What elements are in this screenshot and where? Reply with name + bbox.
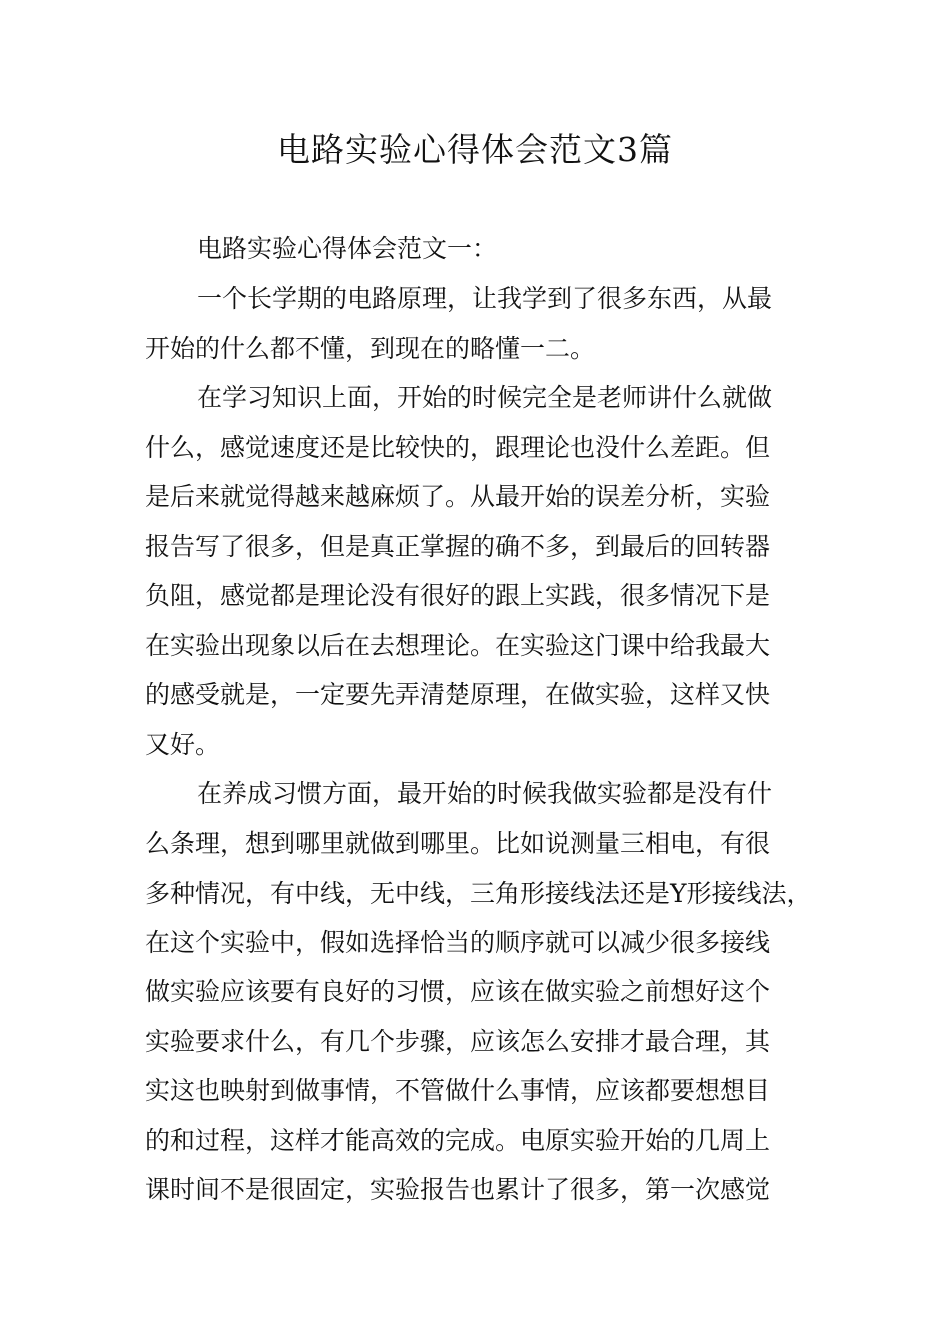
text-line: 一个长学期的电路原理，让我学到了很多东西，从最 [197, 284, 773, 313]
text-line: 在这个实验中，假如选择恰当的顺序就可以减少很多接线 [145, 928, 771, 957]
text-line: 在学习知识上面，开始的时候完全是老师讲什么就做 [197, 383, 773, 412]
text-line: 什么，感觉速度还是比较快的，跟理论也没什么差距。但 [145, 433, 771, 462]
text-line: 多种情况，有中线，无中线，三角形接线法还是Y形接线法， [145, 879, 812, 908]
text-line: 电路实验心得体会范文一： [197, 234, 498, 263]
text-line: 又好。 [145, 730, 221, 759]
text-line: 是后来就觉得越来越麻烦了。从最开始的误差分析，实验 [145, 482, 771, 511]
text-line: 么条理，想到哪里就做到哪里。比如说测量三相电，有很 [145, 829, 771, 858]
text-line: 报告写了很多，但是真正掌握的确不多，到最后的回转器 [145, 532, 771, 561]
document-title: 电路实验心得体会范文3篇 [277, 130, 673, 169]
text-line: 开始的什么都不懂，到现在的略懂一二。 [145, 334, 596, 363]
text-line: 实验要求什么，有几个步骤，应该怎么安排才最合理，其 [145, 1027, 771, 1056]
text-line: 课时间不是很固定，实验报告也累计了很多，第一次感觉 [145, 1175, 771, 1204]
text-line: 在养成习惯方面，最开始的时候我做实验都是没有什 [197, 779, 773, 808]
text-line: 做实验应该要有良好的习惯，应该在做实验之前想好这个 [145, 977, 771, 1006]
text-line: 的感受就是，一定要先弄清楚原理，在做实验，这样又快 [145, 680, 771, 709]
text-line: 在实验出现象以后在去想理论。在实验这门课中给我最大 [145, 631, 771, 660]
text-line: 负阻，感觉都是理论没有很好的跟上实践，很多情况下是 [145, 581, 771, 610]
text-line: 的和过程，这样才能高效的完成。电原实验开始的几周上 [145, 1126, 771, 1155]
text-line: 实这也映射到做事情，不管做什么事情，应该都要想想目 [145, 1076, 771, 1105]
